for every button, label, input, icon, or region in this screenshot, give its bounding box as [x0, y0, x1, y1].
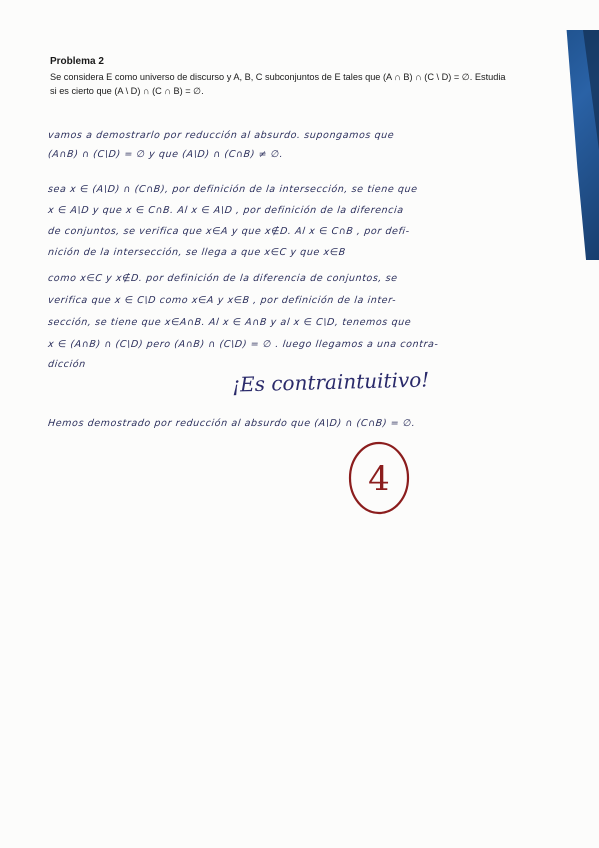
- handwritten-line-10: x ∈ (A∩B) ∩ (C\D) pero (A∩B) ∩ (C\D) = ∅ . luego llegamos a una contra-: [47, 339, 439, 350]
- problem-statement-line-1: Se considera E como universo de discurso y A, B, C subconjuntos de E tales que (A ∩ B) ∩ (C \ D) = ∅. Estudia: [50, 72, 506, 82]
- handwritten-line-3: sea x ∈ (A\D) ∩ (C∩B), por definición de la intersección, se tiene que: [47, 184, 419, 195]
- grade-mark: [345, 438, 415, 518]
- grade-value: 4: [368, 459, 390, 499]
- handwritten-line-4: x ∈ A\D y que x ∈ C∩B. Al x ∈ A\D , por definición de la diferencia: [47, 205, 405, 216]
- handwritten-line-2: (A∩B) ∩ (C\D) = ∅ y que (A\D) ∩ (C∩B) ≠ ∅.: [47, 149, 284, 160]
- handwritten-line-1: vamos a demostrarlo por reducción al absurdo. supongamos que: [47, 130, 395, 141]
- handwritten-line-7: como x∈C y x∉D. por definición de la diferencia de conjuntos, se: [47, 273, 399, 284]
- handwritten-line-11: dicción: [47, 359, 87, 370]
- problem-title: Problema 2: [50, 56, 104, 67]
- handwritten-line-6: nición de la intersección, se llega a que x∈C y que x∈B: [47, 247, 347, 258]
- problem-statement: [50, 70, 550, 98]
- handwritten-exclamation: ¡Es contraintuitivo!: [231, 367, 430, 397]
- handwritten-line-8: verifica que x ∈ C\D como x∈A y x∈B , por definición de la inter-: [47, 295, 397, 306]
- handwritten-line-5: de conjuntos, se verifica que x∈A y que x∉D. Al x ∈ C∩B , por defi-: [47, 226, 411, 237]
- handwritten-conclusion: Hemos demostrado por reducción al absurdo que (A\D) ∩ (C∩B) = ∅.: [47, 418, 416, 429]
- problem-statement-line-2: si es cierto que (A \ D) ∩ (C ∩ B) = ∅.: [50, 86, 204, 96]
- handwritten-line-9: sección, se tiene que x∈A∩B. Al x ∈ A∩B y al x ∈ C\D, tenemos que: [47, 317, 412, 328]
